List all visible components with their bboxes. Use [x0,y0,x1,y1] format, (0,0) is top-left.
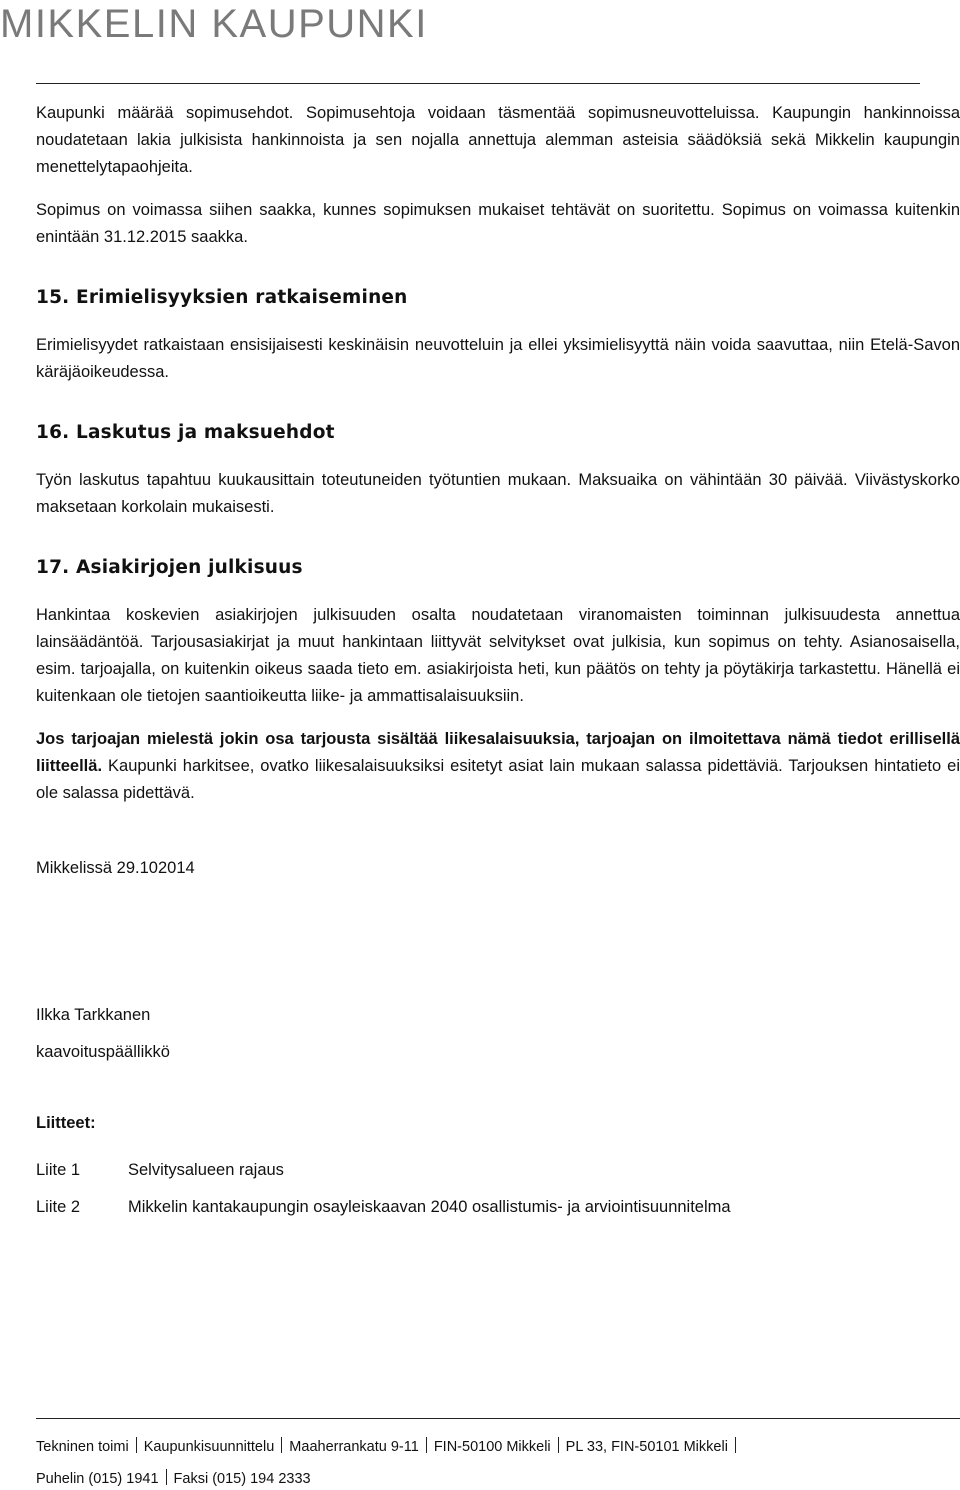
section-17-text: Hankintaa koskevien asiakirjojen julkisuuden osalta noudatetaan viranomaisten toiminnan julkisuudesta annettua lainsäädäntöä. Tarjousasiakirjat ja muut hankintaan liittyvät selvitykset ovat julkisia, kun sopimus on tehty. Asianosaisella, esim. tarjoajalla, on kuitenkin oikeus saada tieto em. asiakirjoista heti, kun päätös on tehty ja pöytäkirja tarkastettu. Hänellä ei kuitenkaan ole tietojen saantioikeutta liike- ja ammattisalaisuuksiin. [36,606,960,705]
footer-unit: Kaupunkisuunnittelu [143,1439,275,1455]
attachment-title: Selvitysalueen rajaus [128,1161,284,1179]
footer-separator [735,1437,736,1453]
footer-separator [426,1437,427,1453]
attachment-id: Liite 2 [36,1198,81,1216]
place-date: Mikkelissä 29.102014 [36,859,195,877]
confidentiality-bold-text: Jos tarjoajan mielestä jokin osa tarjousta sisältää liikesalaisuuksia, tarjoajan on ilmoitettava nämä tiedot erillisellä liitteellä. [36,730,960,775]
footer-contact [36,1469,311,1489]
footer-separator [166,1469,167,1485]
footer-separator [281,1437,282,1453]
footer-department: Tekninen toimi [36,1439,129,1455]
footer-pobox: PL 33, FIN-50101 Mikkeli [565,1439,728,1455]
section-16-heading: 16. Laskutus ja maksuehdot [36,422,335,443]
section-15-text: Erimielisyydet ratkaistaan ensisijaisesti keskinäisin neuvotteluin ja ellei yksimielisyyttä näin voida saavuttaa, niin Etelä-Savon käräjäoikeudessa. [36,336,960,381]
attachment-item [36,1194,960,1221]
signer-title: kaavoituspäällikkö [36,1043,170,1061]
footer-postcode: FIN-50100 Mikkeli [433,1439,551,1455]
section-17-confidentiality [36,726,960,807]
footer-street: Maaherrankatu 9-11 [289,1439,419,1455]
logo: MIKKELIN KAUPUNKI [0,2,428,46]
attachment-id: Liite 1 [36,1161,81,1179]
attachment-title: Mikkelin kantakaupungin osayleiskaavan 2040 osallistumis- ja arviointisuunnitelma [128,1198,731,1216]
attachment-item [36,1157,960,1184]
section-16-text: Työn laskutus tapahtuu kuukausittain toteutuneiden työtuntien mukaan. Maksuaika on vähintään 30 päivää. Viivästyskorko maksetaan korkolain mukaisesti. [36,471,960,516]
footer-separator [136,1437,137,1453]
document-body [36,100,960,1221]
footer-divider [36,1418,960,1419]
footer-fax: Faksi (015) 194 2333 [173,1471,311,1487]
confidentiality-text: Kaupunki harkitsee, ovatko liikesalaisuuksiksi esitetyt asiat lain mukaan salassa pidettäviä. Tarjouksen hintatieto ei ole salassa pidettävä. [36,757,960,802]
footer-address [36,1437,743,1457]
paragraph-contract-terms: Kaupunki määrää sopimusehdot. Sopimusehtoja voidaan täsmentää sopimusneuvotteluissa. Kaupungin hankinnoissa noudatetaan lakia julkisista hankinnoista ja sen nojalla annettuja alemman asteisia säädöksiä sekä Mikkelin kaupungin menettelytapaohjeita. [36,104,960,176]
attachments-heading: Liitteet: [36,1114,96,1132]
paragraph-validity: Sopimus on voimassa siihen saakka, kunnes sopimuksen mukaiset tehtävät on suoritettu. Sopimus on voimassa kuitenkin enintään 31.12.2015 saakka. [36,201,960,246]
header-divider [36,83,920,84]
footer-phone: Puhelin (015) 1941 [36,1471,159,1487]
section-15-heading: 15. Erimielisyyksien ratkaiseminen [36,287,408,308]
signer-name: Ilkka Tarkkanen [36,1006,151,1024]
section-17-heading: 17. Asiakirjojen julkisuus [36,557,303,578]
footer-separator [558,1437,559,1453]
